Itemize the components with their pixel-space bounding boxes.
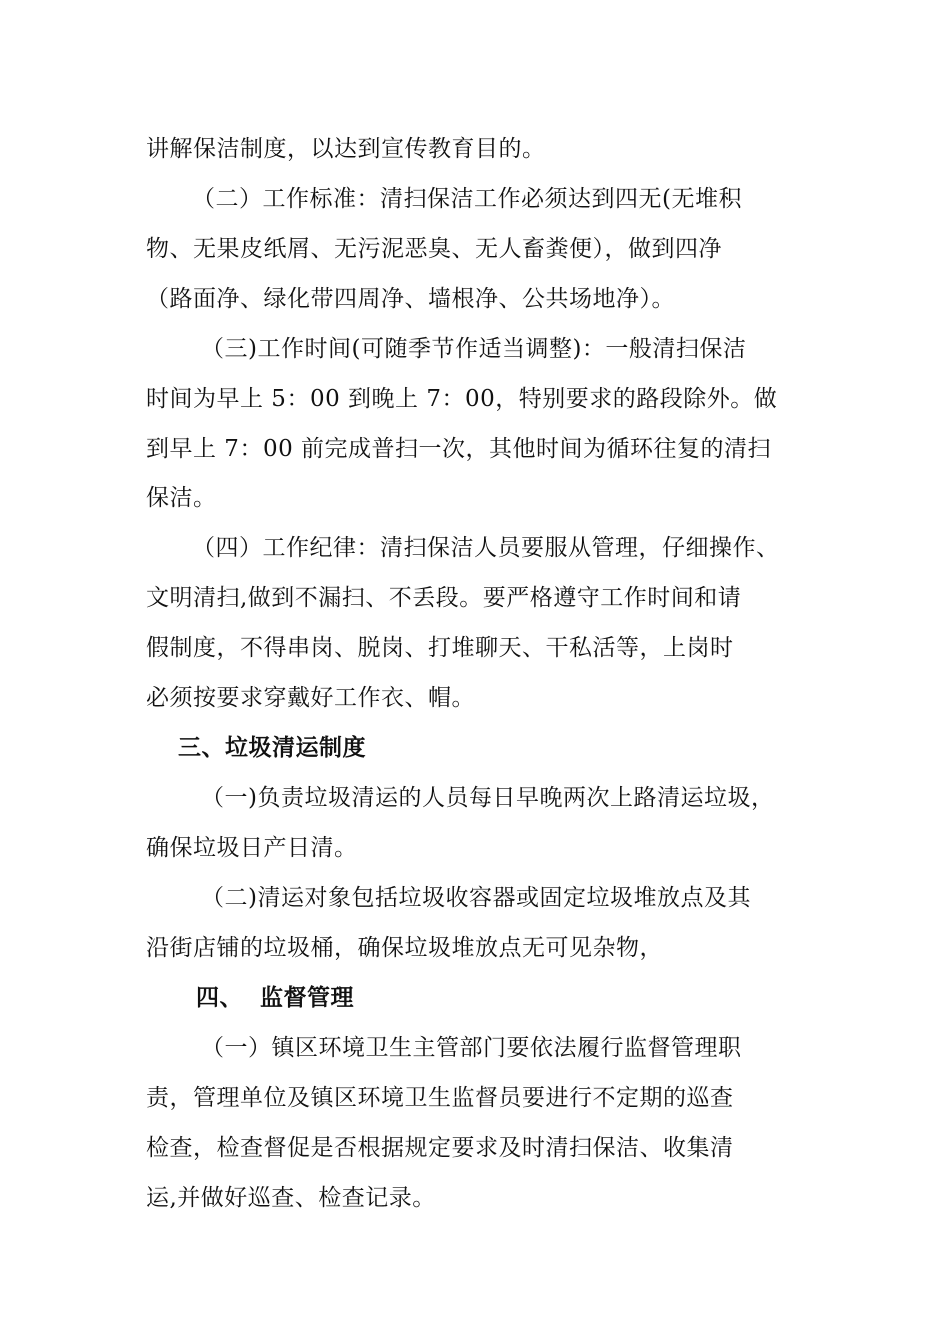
text-line-19: （一）镇区环境卫生主管部门要依法履行监督管理职 bbox=[201, 1035, 742, 1061]
text-line-10: 文明清扫,做到不漏扫、不丢段。要严格遵守工作时间和请 bbox=[146, 585, 742, 611]
section-heading-4: 四、 监督管理 bbox=[196, 984, 355, 1011]
text-line-2: （二）工作标准：清扫保洁工作必须达到四无(无堆积 bbox=[192, 186, 742, 212]
text-line-17: 沿街店铺的垃圾桶，确保垃圾堆放点无可见杂物， bbox=[146, 935, 663, 961]
text-line-9: （四）工作纪律：清扫保洁人员要服从管理，仔细操作、 bbox=[192, 535, 780, 561]
text-line-1: 讲解保洁制度，以达到宣传教育目的。 bbox=[146, 136, 546, 162]
text-line-6: 时间为早上 5：00 到晚上 7：00，特别要求的路段除外。做 bbox=[146, 386, 778, 412]
text-line-11: 假制度，不得串岗、脱岗、打堆聊天、干私活等，上岗时 bbox=[146, 635, 734, 661]
text-line-5: （三)工作时间(可随季节作适当调整)：一般清扫保洁 bbox=[201, 336, 747, 362]
section-heading-3: 三、垃圾清运制度 bbox=[178, 734, 366, 761]
text-line-16: （二)清运对象包括垃圾收容器或固定垃圾堆放点及其 bbox=[201, 885, 751, 911]
text-line-7: 到早上 7：00 前完成普扫一次，其他时间为循环往复的清扫 bbox=[146, 436, 772, 462]
text-line-20: 责，管理单位及镇区环境卫生监督员要进行不定期的巡查 bbox=[146, 1085, 734, 1111]
text-line-22: 运,并做好巡查、检查记录。 bbox=[146, 1185, 436, 1211]
text-line-15: 确保垃圾日产日清。 bbox=[146, 835, 358, 861]
text-line-21: 检查，检查督促是否根据规定要求及时清扫保洁、收集清 bbox=[146, 1135, 734, 1161]
text-line-8: 保洁。 bbox=[146, 485, 217, 511]
text-line-14: （一)负责垃圾清运的人员每日早晚两次上路清运垃圾， bbox=[201, 785, 775, 811]
text-line-12: 必须按要求穿戴好工作衣、帽。 bbox=[146, 685, 475, 711]
text-line-3: 物、无果皮纸屑、无污泥恶臭、无人畜粪便），做到四净 bbox=[146, 236, 722, 262]
text-line-4: （路面净、绿化带四周净、墙根净、公共场地净）。 bbox=[146, 286, 675, 312]
